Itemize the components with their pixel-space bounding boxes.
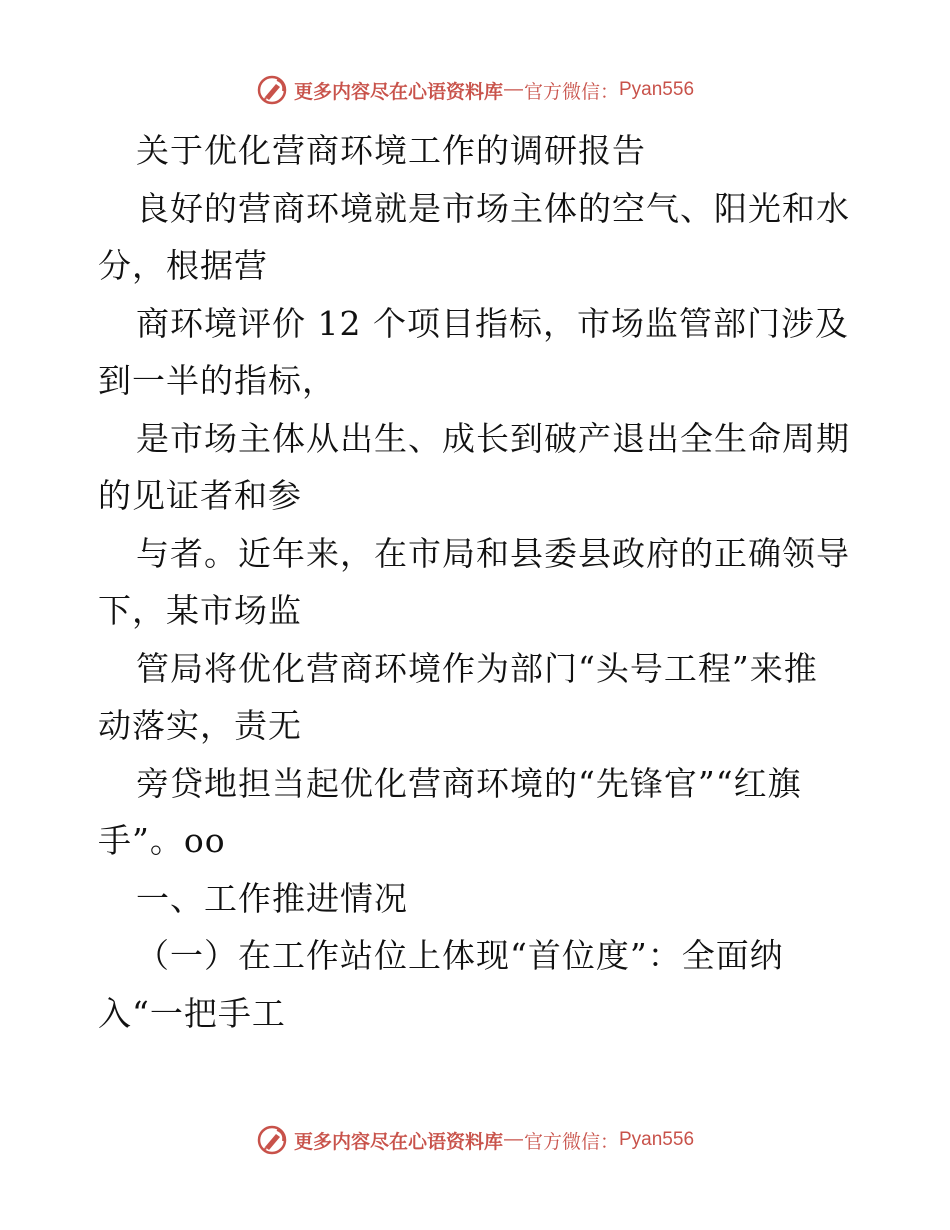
banner-wechat-label: 官方微信： — [523, 80, 619, 103]
paragraph-line: 的见证者和参 — [98, 476, 302, 515]
banner-site-text: 更多内容尽在心语资料库 — [293, 1130, 503, 1153]
banner-wechat-id: Pyan556 — [619, 79, 695, 100]
paragraph-line: 手”。oo — [98, 821, 226, 860]
header-banner — [0, 70, 950, 110]
subsection-heading: （一）在工作站位上体现“首位度”：全面纳 — [136, 936, 784, 975]
paragraph-line: 动落实，责无 — [98, 706, 302, 745]
paragraph-line: 分，根据营 — [98, 246, 268, 285]
paragraph-line: 到一半的指标， — [98, 361, 336, 400]
banner-dash: — — [503, 79, 523, 100]
paragraph-line: 管局将优化营商环境作为部门“头号工程”来推 — [136, 648, 818, 688]
section-heading: 一、工作推进情况 — [136, 878, 408, 918]
paragraph-line: 旁贷地担当起优化营商环境的“先锋官”“红旗 — [136, 763, 802, 803]
footer-banner — [0, 1120, 950, 1160]
paragraph-line: 是市场主体从出生、成长到破产退出全生命周期 — [136, 418, 850, 458]
document-body — [98, 122, 856, 1042]
document-title: 关于优化营商环境工作的调研报告 — [136, 131, 646, 170]
pen-logo-icon — [256, 74, 288, 106]
banner-site-text: 更多内容尽在心语资料库 — [293, 80, 503, 103]
paragraph-line: 与者。近年来，在市局和县委县政府的正确领导 — [136, 533, 850, 573]
paragraph-line: 入“一把手工 — [98, 993, 286, 1033]
paragraph-line: 商环境评价 12 个项目指标，市场监管部门涉及 — [136, 303, 849, 343]
banner-dash: — — [503, 1129, 523, 1150]
paragraph-line: 下，某市场监 — [98, 591, 302, 630]
banner-wechat-id: Pyan556 — [619, 1129, 695, 1150]
pen-logo-icon — [256, 1124, 288, 1156]
paragraph-line: 良好的营商环境就是市场主体的空气、阳光和水 — [136, 188, 850, 228]
banner-wechat-label: 官方微信： — [523, 1130, 619, 1153]
